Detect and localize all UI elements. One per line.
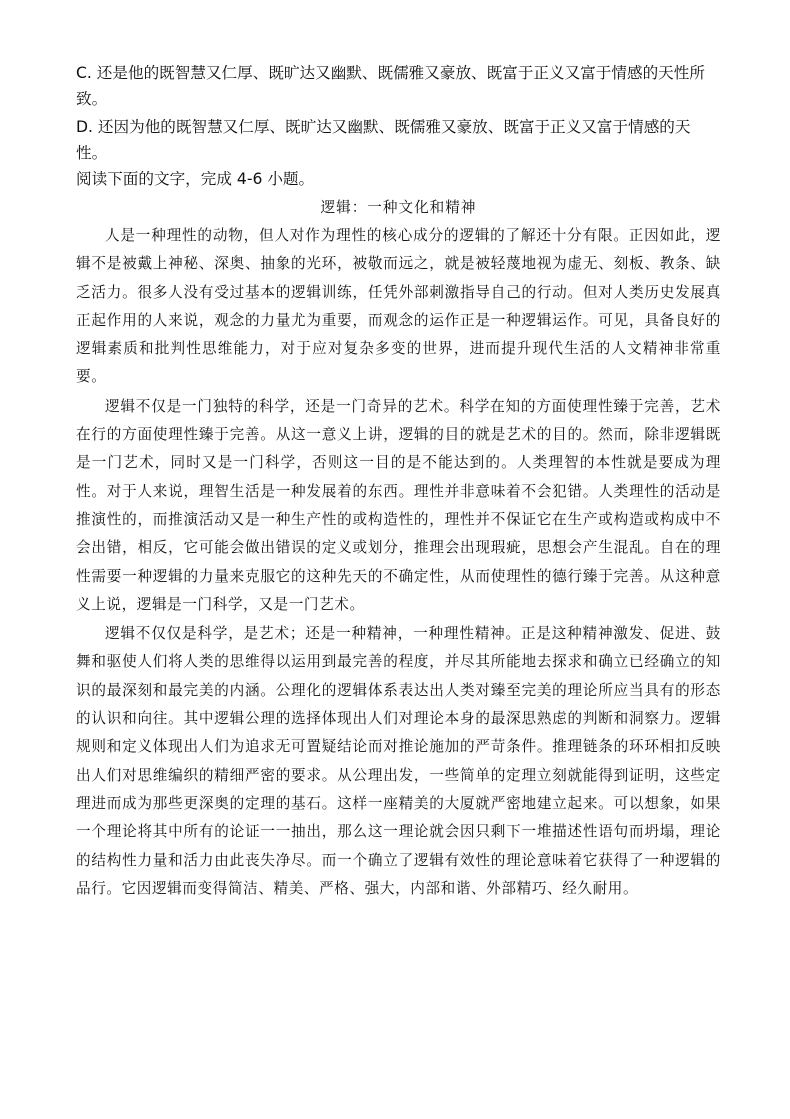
document-page xyxy=(76,60,721,904)
article-title: 逻辑：一种文化和精神 xyxy=(320,199,477,216)
option-d: D. 还因为他的既智慧又仁厚、既旷达又幽默、既儒雅又豪放、既富于正义又富于情感的天性。 xyxy=(76,118,691,162)
reading-instruction: 阅读下面的文字，完成 4-6 小题。 xyxy=(76,170,315,188)
article-paragraph-1: 人是一种理性的动物，但人对作为理性的核心成分的逻辑的了解还十分有限。正因如此，逻辑不是被戴上神秘、深奥、抽象的光环，被敬而远之，就是被轻蔑地视为虚无、刻板、教条、缺乏活力。很多人没有受过基本的逻辑训练，任凭外部刺激指导自己的行动。但对人类历史发展真正起作用的人来说，观念的力量尤为重要，而观念的运作正是一种逻辑运作。可见，具备良好的逻辑素质和批判性思维能力，对于应对复杂多变的世界，进而提升现代生活的人文精神非常重要。 xyxy=(76,227,721,386)
option-c: C. 还是他的既智慧又仁厚、既旷达又幽默、既儒雅又豪放、既富于正义又富于情感的天性所致。 xyxy=(76,64,705,108)
article-paragraph-3: 逻辑不仅仅是科学，是艺术；还是一种精神，一种理性精神。正是这种精神激发、促进、鼓舞和驱使人们将人类的思维得以运用到最完善的程度，并尽其所能地去探求和确立已经确立的知识的最深刻和最完美的内涵。公理化的逻辑体系表达出人类对臻至完美的理论所应当具有的形态的认识和向往。其中逻辑公理的选择体现出人们对理论本身的最深思熟虑的判断和洞察力。逻辑规则和定义体现出人们为追求无可置疑结论而对推论施加的严苛条件。推理链条的环环相扣反映出人们对思维编织的精细严密的要求。从公理出发，一些简单的定理立刻就能得到证明，这些定理进而成为那些更深奥的定理的基石。这样一座精美的大厦就严密地建立起来。可以想象，如果一个理论将其中所有的论证一一抽出，那么这一理论就会因只剩下一堆描述性语句而坍塌，理论的结构性力量和活力由此丧失净尽。而一个确立了逻辑有效性的理论意味着它获得了一种逻辑的品行。它因逻辑而变得简洁、精美、严格、强大，内部和谐、外部精巧、经久耐用。 xyxy=(76,625,721,897)
article-paragraph-2: 逻辑不仅是一门独特的科学，还是一门奇异的艺术。科学在知的方面使理性臻于完善，艺术在行的方面使理性臻于完善。从这一意义上讲，逻辑的目的就是艺术的目的。然而，除非逻辑既是一门艺术，同时又是一门科学，否则这一目的是不能达到的。人类理智的本性就是要成为理性。对于人来说，理智生活是一种发展着的东西。理性并非意味着不会犯错。人类理性的活动是推演性的，而推演活动又是一种生产性的或构造性的，理性并不保证它在生产或构造或构成中不会出错，相反，它可能会做出错误的定义或划分，推理会出现瑕疵，思想会产生混乱。自在的理性需要一种逻辑的力量来克服它的这种先天的不确定性，从而使理性的德行臻于完善。从这种意义上说，逻辑是一门科学，又是一门艺术。 xyxy=(76,397,721,613)
